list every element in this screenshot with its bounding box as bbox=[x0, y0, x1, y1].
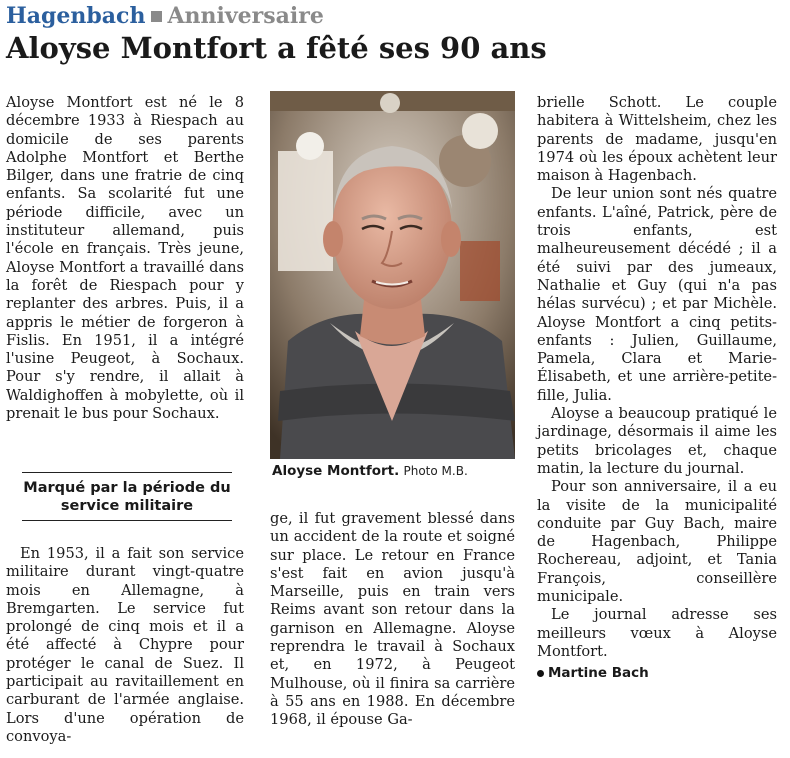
paragraph-service-continued: ge, il fut gravement blessé dans un accident de la route et soigné sur place. Le retour en France s'est fait en avion jusqu'à Marseille, puis en train vers Reims avant son retour dans la garnison en Allemagne. Aloyse reprendra le travail à Sochaux et, en 1972, à Peugeot Mulhouse, où il finira sa carrière à 55 ans en 1988. En décembre 1968, il épouse Ga- bbox=[270, 510, 515, 729]
paragraph-wishes: Le journal adresse ses meilleurs vœux à Aloyse Montfort. bbox=[537, 606, 777, 660]
paragraph-family: De leur union sont nés quatre enfants. L'aîné, Patrick, père de trois enfants, est malheureusement décédé ; il a été suivi par des jumeaux, Nathalie et Guy (qui n'a pas hélas survécu) ; et par Michèle. Aloyse Montfort a cinq petits-enfants : Julien, Guillaume, Pamela, Clara et Marie-Élisabeth, et une arrière-petite-fille, Julia. bbox=[537, 185, 777, 404]
paragraph-marriage-continued: brielle Schott. Le couple habitera à Wittelsheim, chez les parents de madame, jusqu'en 1974 où les époux achètent leur maison à Hagenbach. bbox=[537, 94, 777, 185]
article-column-3 bbox=[537, 94, 777, 682]
article-author bbox=[537, 664, 777, 682]
article-column-1-continued bbox=[6, 545, 244, 746]
portrait-illustration bbox=[270, 91, 515, 459]
article-column-1 bbox=[6, 94, 244, 423]
caption-credit: Photo M.B. bbox=[403, 464, 468, 478]
paragraph-municipality: Pour son anniversaire, il a eu la visite de la municipalité conduite par Guy Bach, maire de Hagenbach, Philippe Rochereau, adjoint, et Tania François, conseillère municipale. bbox=[537, 478, 777, 606]
article-column-2 bbox=[270, 510, 515, 730]
paragraph-intro: Aloyse Montfort est né le 8 décembre 1933 à Riespach au domicile de ses parents Adolphe Montfort et Berthe Bilger, dans une fratrie de cinq enfants. Sa scolarité fut une période difficile, avec un instituteur allemand, puis l'école en français. Très jeune, Aloyse Montfort a travaillé dans la forêt de Riespach pour y replanter des arbres. Puis, il a appris le métier de forgeron à Fislis. En 1951, il a intégré l'usine Peugeot, à Sochaux. Pour s'y rendre, il allait à Waldighoffen à mobylette, où il prenait le bus pour Sochaux. bbox=[6, 94, 244, 423]
kicker-square-icon bbox=[151, 11, 162, 22]
article-headline: Aloyse Montfort a fêté ses 90 ans bbox=[6, 31, 547, 65]
author-name: Martine Bach bbox=[548, 665, 649, 682]
article-kicker bbox=[6, 2, 324, 30]
paragraph-hobbies: Aloyse a beaucoup pratiqué le jardinage, désormais il aime les petits bricolages et, chaque matin, la lecture du journal. bbox=[537, 405, 777, 477]
kicker-rubric: Anniversaire bbox=[167, 3, 324, 29]
photo-caption bbox=[272, 462, 517, 480]
article-photo bbox=[270, 91, 515, 459]
paragraph-service: En 1953, il a fait son service militaire durant vingt-quatre mois en Allemagne, à Bremgarten. Le service fut prolongé de cinq mois et il a été affecté à Chypre pour protéger le canal de Suez. Il participait au ravitaillement en carburant de l'armée anglaise. Lors d'une opération de convoya- bbox=[6, 545, 244, 745]
kicker-town: Hagenbach bbox=[6, 3, 146, 29]
author-bullet-icon bbox=[537, 670, 544, 677]
caption-name: Aloyse Montfort. bbox=[272, 463, 400, 479]
article-subhead: Marqué par la période du service militaire bbox=[22, 472, 232, 521]
